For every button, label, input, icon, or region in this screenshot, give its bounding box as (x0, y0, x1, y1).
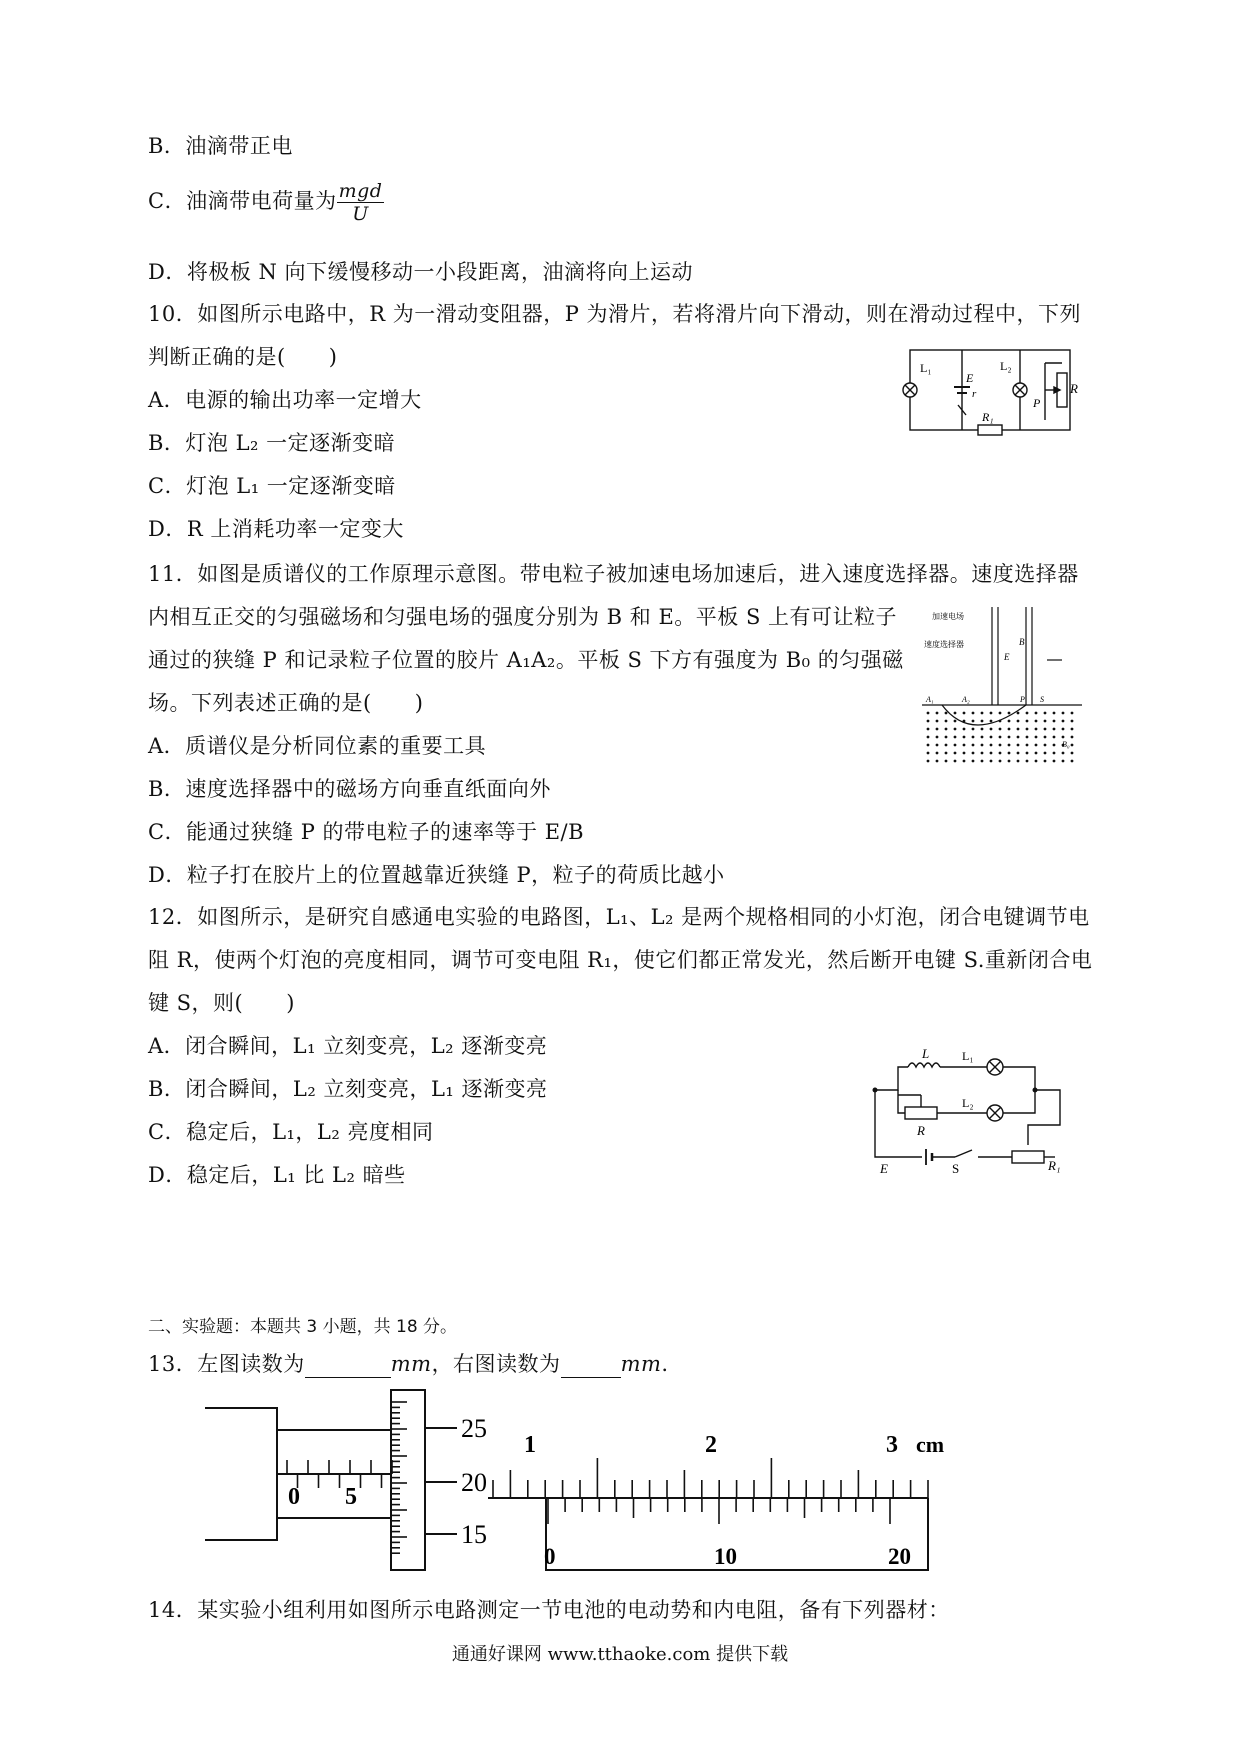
field-dot (963, 720, 966, 723)
q11-option-b: B．速度选择器中的磁场方向垂直纸面向外 (148, 777, 551, 801)
field-dot (972, 728, 975, 731)
field-dot (963, 728, 966, 731)
field-dot (972, 744, 975, 747)
field-dot (927, 760, 930, 763)
field-dot (945, 760, 948, 763)
field-dot (1026, 728, 1029, 731)
q10-fig-r: r (972, 388, 977, 400)
q9-fraction-denominator: U (352, 203, 369, 225)
field-dot (990, 720, 993, 723)
q10-fig-L2: L₂ (1000, 359, 1012, 373)
q12-fig-L: L (922, 1046, 930, 1061)
section-2-heading: 二、实验题：本题共 3 小题，共 18 分。 (148, 1317, 458, 1337)
micrometer-main-0: 0 (288, 1484, 300, 1510)
field-dot (1062, 752, 1065, 755)
field-dot (963, 712, 966, 715)
field-dot (927, 736, 930, 739)
field-dot (1044, 728, 1047, 731)
q10-fig-P: P (1033, 396, 1041, 410)
field-dot (972, 720, 975, 723)
field-dot (981, 744, 984, 747)
q12-fig-L1: L₁ (962, 1049, 974, 1063)
field-dot (999, 752, 1002, 755)
field-dot (927, 752, 930, 755)
field-dot (1053, 736, 1056, 739)
q11-stem-line1: 11．如图是质谱仪的工作原理示意图。带电粒子被加速电场加速后，进入速度选择器。速度选择器 (148, 562, 1079, 586)
field-dot (1044, 744, 1047, 747)
q13-unit-2: mm (620, 1352, 662, 1376)
field-dot (1044, 736, 1047, 739)
field-dot (936, 736, 939, 739)
page-footer: 通通好课网 www.tthaoke.com 提供下载 (451, 1644, 789, 1665)
field-dot (1026, 720, 1029, 723)
field-dot (1008, 720, 1011, 723)
q11-mass-spectrometer-diagram (922, 605, 1082, 765)
q10-circuit-diagram (900, 345, 1090, 445)
q12-stem-line2: 阻 R，使两个灯泡的亮度相同，调节可变电阻 R₁，使它们都正常发光，然后断开电键 S.重新闭合电 (148, 948, 1093, 972)
q9-option-b: B．油滴带正电 (148, 134, 293, 158)
q11-option-c: C．能通过狭缝 P 的带电粒子的速率等于 E/B (148, 820, 585, 844)
field-dot (945, 752, 948, 755)
field-dot (999, 760, 1002, 763)
q10-option-d: D．R 上消耗功率一定变大 (148, 517, 404, 541)
field-dot (972, 760, 975, 763)
q12-stem-line1: 12．如图所示，是研究自感通电实验的电路图，L₁、L₂ 是两个规格相同的小灯泡，闭合电键调节电 (148, 905, 1090, 929)
field-dot (981, 760, 984, 763)
q10-stem-line1: 10．如图所示电路中，R 为一滑动变阻器，P 为滑片，若将滑片向下滑动，则在滑动过程中，下列 (148, 302, 1082, 326)
field-dot (954, 744, 957, 747)
q9-option-c (148, 180, 384, 225)
field-dot (1008, 712, 1011, 715)
field-dot (1017, 760, 1020, 763)
field-dot (945, 728, 948, 731)
field-dot (981, 720, 984, 723)
field-dot (1008, 752, 1011, 755)
field-dot (1026, 712, 1029, 715)
field-dot (954, 720, 957, 723)
field-dot (999, 744, 1002, 747)
field-dot (1008, 736, 1011, 739)
field-dot (990, 760, 993, 763)
q10-option-c: C．灯泡 L₁ 一定逐渐变暗 (148, 474, 396, 498)
field-dot (1026, 752, 1029, 755)
field-dot (1053, 728, 1056, 731)
q12-option-b: B．闭合瞬间，L₂ 立刻变亮，L₁ 逐渐变亮 (148, 1077, 548, 1101)
field-dot (1044, 712, 1047, 715)
field-dot (1071, 720, 1074, 723)
q13-answer-blank-left (305, 1355, 391, 1378)
field-dot (1017, 736, 1020, 739)
field-dot (927, 744, 930, 747)
field-dot (1017, 720, 1020, 723)
field-dot (990, 728, 993, 731)
field-dot (1071, 728, 1074, 731)
field-dot (936, 720, 939, 723)
field-dot (1071, 712, 1074, 715)
q9-fraction-numerator: mgd (338, 180, 383, 202)
q13-stem (148, 1350, 669, 1378)
field-dot (963, 744, 966, 747)
q11-fig-B: B (1019, 637, 1025, 647)
field-dot (1044, 752, 1047, 755)
field-dot (1053, 752, 1056, 755)
q13-text-1: 13．左图读数为 (148, 1352, 305, 1376)
field-dot (954, 752, 957, 755)
field-dot (1053, 712, 1056, 715)
field-dot (963, 752, 966, 755)
field-dot (1071, 752, 1074, 755)
field-dot (1053, 760, 1056, 763)
field-dot (945, 720, 948, 723)
field-dot (936, 752, 939, 755)
q11-fig-A2: A₂ (962, 695, 970, 704)
q10-fig-L1: L₁ (920, 361, 932, 375)
caliper-main-2: 2 (705, 1432, 717, 1458)
q12-self-induction-circuit (840, 1045, 1080, 1175)
field-dot (954, 712, 957, 715)
q11-fig-selector-label: 速度选择器 (924, 640, 964, 649)
field-dot (1035, 736, 1038, 739)
field-dot (927, 712, 930, 715)
field-dot (1044, 720, 1047, 723)
micrometer-thimble-20: 20 (461, 1468, 487, 1497)
q12-option-d: D．稳定后，L₁ 比 L₂ 暗些 (148, 1163, 406, 1187)
q13-end: . (661, 1352, 669, 1376)
q12-fig-R: R (917, 1123, 925, 1138)
q11-stem-line2: 内相互正交的匀强磁场和匀强电场的强度分别为 B 和 E。平板 S 上有可让粒子 (148, 605, 898, 629)
q11-fig-S: S (1040, 695, 1044, 704)
field-dot (1071, 760, 1074, 763)
field-dot (1017, 712, 1020, 715)
caliper-vernier-10: 10 (714, 1544, 737, 1569)
field-dot (990, 736, 993, 739)
field-dot (1035, 728, 1038, 731)
q13-text-2: ，右图读数为 (431, 1352, 561, 1376)
q11-fig-P: P (1020, 695, 1025, 704)
q9-option-c-text: C．油滴带电荷量为 (148, 189, 337, 213)
q11-fig-accel-label: 加速电场 (932, 612, 964, 621)
field-dot (1008, 728, 1011, 731)
field-dot (972, 736, 975, 739)
field-dot (990, 744, 993, 747)
field-dot (1071, 736, 1074, 739)
q13-answer-blank-right (561, 1355, 621, 1378)
field-dot (963, 760, 966, 763)
field-dot (1035, 760, 1038, 763)
field-dot (1026, 736, 1029, 739)
q13-vernier-caliper-figure (488, 1428, 958, 1578)
field-dot (981, 712, 984, 715)
q11-fig-E: E (1004, 652, 1010, 662)
field-dot (981, 728, 984, 731)
q13-unit-1: mm (390, 1352, 432, 1376)
field-dot (999, 712, 1002, 715)
field-dot (1062, 736, 1065, 739)
field-dot (981, 736, 984, 739)
micrometer-thimble-25: 25 (461, 1414, 487, 1443)
field-dot (1017, 752, 1020, 755)
q11-stem-line3: 通过的狭缝 P 和记录粒子位置的胶片 A₁A₂。平板 S 下方有强度为 B₀ 的匀强磁 (148, 648, 904, 672)
q10-fig-R: R (1070, 381, 1078, 396)
q12-fig-L2: L₂ (962, 1096, 974, 1110)
field-dot (1053, 744, 1056, 747)
field-dot (927, 720, 930, 723)
field-dot (999, 728, 1002, 731)
caliper-main-3: 3 (886, 1432, 898, 1458)
field-dot (1062, 720, 1065, 723)
q13-micrometer-figure (205, 1388, 500, 1578)
field-dot (972, 712, 975, 715)
caliper-vernier-20: 20 (888, 1544, 911, 1569)
micrometer-thimble-15: 15 (461, 1520, 487, 1549)
caliper-unit: cm (916, 1432, 945, 1457)
field-dot (1062, 728, 1065, 731)
caliper-vernier-0: 0 (544, 1544, 556, 1569)
field-dot (945, 712, 948, 715)
field-dot (1017, 728, 1020, 731)
field-dot (1035, 752, 1038, 755)
q12-fig-R1: R₁ (1048, 1158, 1061, 1173)
field-dot (972, 752, 975, 755)
field-dot (927, 728, 930, 731)
field-dot (1035, 744, 1038, 747)
field-dot (936, 760, 939, 763)
field-dot (954, 760, 957, 763)
field-dot (954, 736, 957, 739)
field-dot (990, 752, 993, 755)
q12-option-c: C．稳定后，L₁，L₂ 亮度相同 (148, 1120, 434, 1144)
field-dot (981, 752, 984, 755)
field-dot (1026, 760, 1029, 763)
q10-fig-R1: R₁ (982, 410, 994, 424)
field-dot (936, 744, 939, 747)
q9-fraction (337, 180, 385, 225)
field-dot (1071, 744, 1074, 747)
field-dot (1035, 720, 1038, 723)
q11-fig-A1: A₁ (926, 695, 934, 704)
field-dot (1035, 712, 1038, 715)
q11-option-a: A．质谱仪是分析同位素的重要工具 (148, 734, 487, 758)
field-dot (1008, 744, 1011, 747)
field-dot (1062, 712, 1065, 715)
field-dot (1017, 744, 1020, 747)
field-dot (1026, 744, 1029, 747)
q11-option-d: D．粒子打在胶片上的位置越靠近狭缝 P，粒子的荷质比越小 (148, 863, 725, 887)
field-dot (945, 744, 948, 747)
field-dot (936, 712, 939, 715)
caliper-main-1: 1 (524, 1432, 536, 1458)
field-dot (999, 736, 1002, 739)
q10-stem-line2: 判断正确的是( ) (148, 345, 338, 369)
q12-stem-line3: 键 S，则( ) (148, 991, 295, 1015)
q10-fig-E: E (966, 371, 974, 385)
field-dot (963, 736, 966, 739)
q12-option-a: A．闭合瞬间，L₁ 立刻变亮，L₂ 逐渐变亮 (148, 1034, 548, 1058)
field-dot (936, 728, 939, 731)
q14-stem: 14．某实验小组利用如图所示电路测定一节电池的电动势和内电阻，备有下列器材： (148, 1598, 950, 1622)
micrometer-main-5: 5 (345, 1484, 357, 1510)
field-dot (990, 712, 993, 715)
q10-option-a: A．电源的输出功率一定增大 (148, 388, 422, 412)
field-dot (999, 720, 1002, 723)
q12-fig-S: S (952, 1161, 960, 1175)
q12-fig-E: E (880, 1161, 888, 1175)
field-dot (1008, 760, 1011, 763)
field-dot (954, 728, 957, 731)
field-dot (945, 736, 948, 739)
q10-option-b: B．灯泡 L₂ 一定逐渐变暗 (148, 431, 396, 455)
field-dot (1062, 760, 1065, 763)
field-dot (1053, 720, 1056, 723)
q11-fig-B0: B₀ (1062, 740, 1070, 749)
q11-stem-line4: 场。下列表述正确的是( ) (148, 691, 424, 715)
q9-option-d: D．将极板 N 向下缓慢移动一小段距离，油滴将向上运动 (148, 260, 694, 284)
field-dot (1044, 760, 1047, 763)
